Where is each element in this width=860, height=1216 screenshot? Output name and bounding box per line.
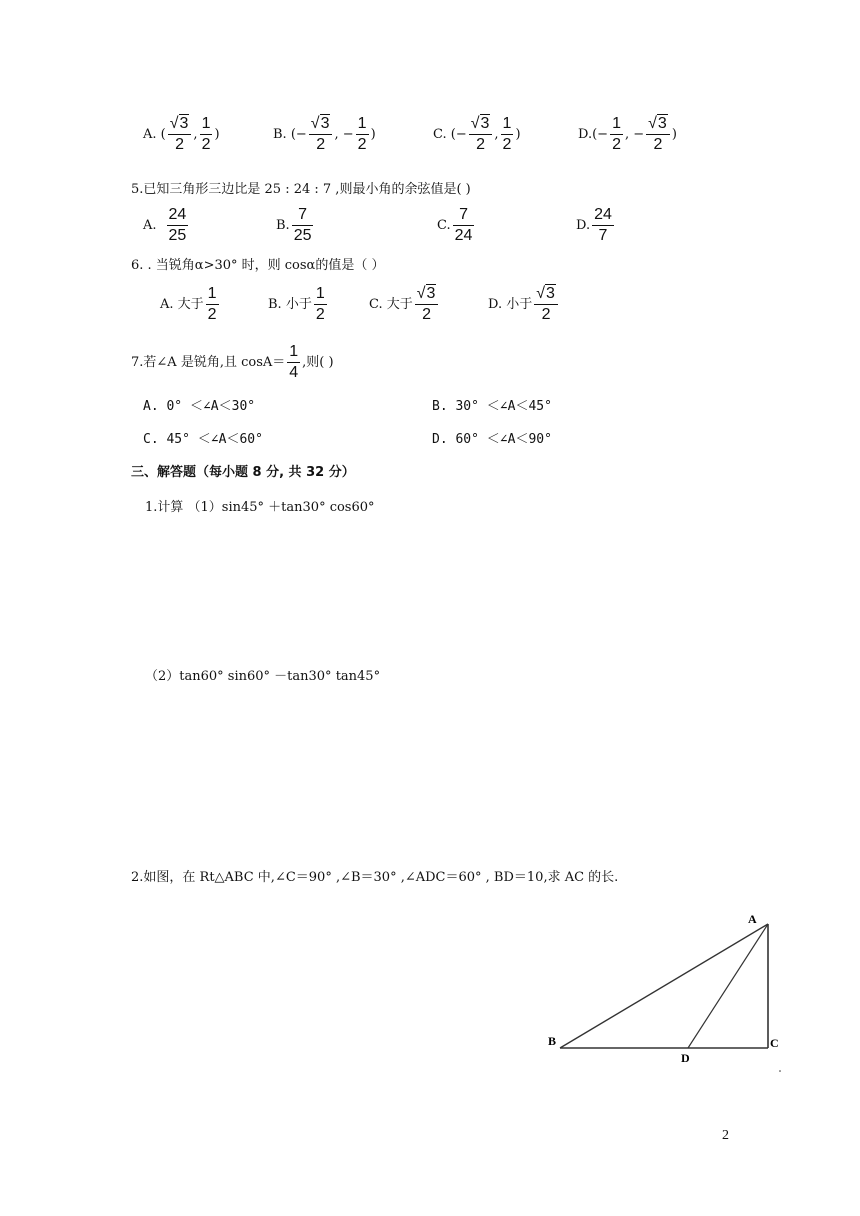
q6-stem: 6. . 当锐角α>30° 时，则 cosα的值是（ ）: [131, 258, 385, 273]
problem1-part1: 1.计算 （1）sin45° ＋tan30° cos60°: [145, 500, 375, 515]
q4-b-frac2: $\frac{1}{2}$: [357, 115, 367, 153]
vertex-label-c: C: [770, 1036, 779, 1050]
q4-d-label: D.(−: [578, 127, 609, 142]
q7-stem: 7.若∠A 是锐角,且 cosA＝ $\frac{1}{4}$ ,则( ): [131, 343, 334, 381]
problem1-part2: （2）tan60° sin60° －tan30° tan45°: [145, 669, 381, 684]
q4-c-label: C. (−: [433, 127, 467, 142]
q4-option-b: B. (− $\frac{√3}{2}$ , − $\frac{1}{2}$ ): [273, 115, 376, 153]
stray-dot: [779, 1070, 781, 1072]
q5-option-a: A. $\frac{24}{25}$: [143, 206, 187, 244]
q4-c-frac2: $\frac{1}{2}$: [502, 115, 512, 153]
q4-d-frac1: $\frac{1}{2}$: [612, 115, 621, 153]
q4-a-frac1: $\frac{√3}{2}$: [168, 116, 192, 153]
q7-frac: $\frac{1}{4}$: [289, 343, 299, 381]
q5-option-c: C. $\frac{7}{24}$: [437, 206, 473, 244]
q6-option-b: B. 小于 $\frac{1}{2}$: [268, 285, 325, 323]
vertex-label-a: A: [748, 912, 757, 926]
q5-option-b: B. $\frac{7}{25}$: [276, 206, 312, 244]
q6-option-c: C. 大于 $\frac{√3}{2}$: [369, 286, 440, 323]
q4-d-frac2: $\frac{√3}{2}$: [646, 116, 670, 153]
q4-c-frac1: $\frac{√3}{2}$: [469, 116, 493, 153]
q4-a-label: A. (: [143, 127, 166, 142]
vertex-label-d: D: [681, 1051, 690, 1065]
q7-option-c: C. 45° ＜∠A＜60°: [143, 432, 263, 447]
q7-option-b: B. 30° ＜∠A＜45°: [432, 399, 552, 414]
q5-stem: 5.已知三角形三边比是 25 : 24 : 7 ,则最小角的余弦值是( ): [131, 182, 471, 197]
side-ab: [560, 924, 768, 1048]
q6-option-a: A. 大于 $\frac{1}{2}$: [160, 285, 217, 323]
q7-option-d: D. 60° ＜∠A＜90°: [432, 432, 552, 447]
q7-option-a: A. 0° ＜∠A＜30°: [143, 399, 256, 414]
section3-heading: 三、解答题（每小题 8 分, 共 32 分）: [131, 465, 355, 480]
problem2-stem: 2.如图，在 Rt△ABC 中,∠C＝90° ,∠B＝30° ,∠ADC＝60° , BD＝10,求 AC 的长.: [131, 870, 619, 885]
q4-option-a: A. ( $\frac{√3}{2}$ , $\frac{1}{2}$ ): [143, 115, 220, 153]
triangle-figure: [540, 905, 790, 1080]
q5-option-d: D. $\frac{24}{7}$: [576, 206, 612, 244]
segment-ad: [688, 924, 768, 1048]
q4-b-label: B. (−: [273, 127, 307, 142]
q4-option-c: C. (− $\frac{√3}{2}$ , $\frac{1}{2}$ ): [433, 115, 521, 153]
q4-a-frac2: $\frac{1}{2}$: [201, 115, 211, 153]
vertex-label-b: B: [548, 1034, 557, 1048]
q6-option-d: D. 小于 $\frac{√3}{2}$: [488, 286, 560, 323]
page-number: 2: [722, 1128, 729, 1143]
q4-option-d: D.(− $\frac{1}{2}$ , − $\frac{√3}{2}$ ): [578, 115, 677, 153]
q4-b-frac1: $\frac{√3}{2}$: [309, 116, 333, 153]
